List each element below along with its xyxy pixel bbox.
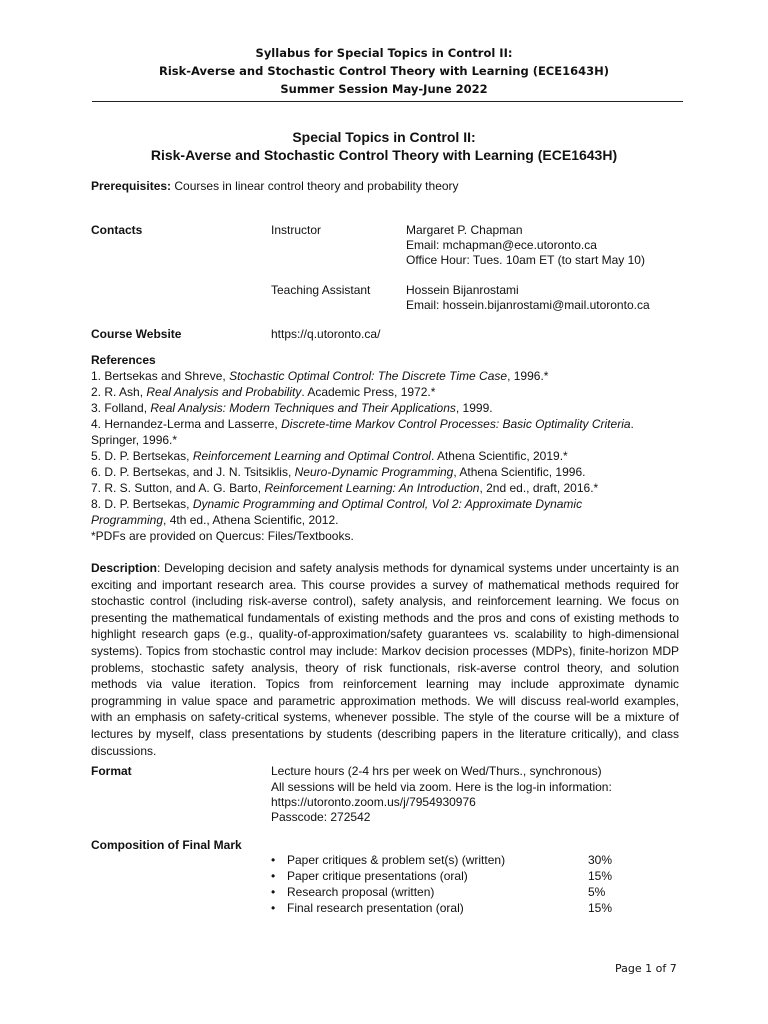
course-description [91,560,679,759]
header-session: Summer Session May-June 2022 [280,82,488,96]
mark-item-label: Research proposal (written) [287,885,435,899]
references-heading: References [91,353,156,367]
list-item [271,852,631,868]
document-title-line2: Risk-Averse and Stochastic Control Theory with Learning (ECE1643H) [150,147,618,163]
reference-5: 5. D. P. Bertsekas, Reinforcement Learning and Optimal Control. Athena Scientific, 2019.* [91,449,568,463]
bullet-icon: • [271,869,276,883]
reference-4: 4. Hernandez-Lerma and Lasserre, Discrete-time Markov Control Processes: Basic Optimality Criteria. Springer, 1996.* [91,417,634,447]
format-label: Format [91,764,132,778]
ta-email[interactable]: Email: hossein.bijanrostami@mail.utoronto.ca [406,298,650,312]
list-item [271,868,631,884]
header-title-line1: Syllabus for Special Topics in Control II: [255,46,513,60]
page-number: Page 1 of 7 [615,962,677,975]
mark-item-label: Paper critique presentations (oral) [287,869,468,883]
list-item [271,884,631,900]
description-label: Description [91,561,158,575]
bullet-icon: • [271,853,276,867]
reference-8: 8. D. P. Bertsekas, Dynamic Programming and Optimal Control, Vol 2: Approximate Dynamic Programming, 4th ed., Athena Scientific, 2012. [91,497,583,527]
document-title-line1: Special Topics in Control II: [292,129,476,145]
reference-3: 3. Folland, Real Analysis: Modern Techniques and Their Applications, 1999. [91,401,493,415]
mark-item-label: Final research presentation (oral) [287,901,464,915]
format-passcode: Passcode: 272542 [271,810,371,824]
mark-item-percent: 30% [588,853,613,867]
references-note: *PDFs are provided on Quercus: Files/Textbooks. [91,529,354,543]
references-section [91,352,691,544]
list-item [271,900,631,916]
prerequisites [91,178,459,194]
reference-7: 7. R. S. Sutton, and A. G. Barto, Reinforcement Learning: An Introduction, 2nd ed., draft, 2016.* [91,481,599,495]
prerequisites-label: Prerequisites: [91,179,172,193]
instructor-email[interactable]: Email: mchapman@ece.utoronto.ca [406,238,597,252]
ta-role: Teaching Assistant [271,283,371,297]
mark-item-percent: 15% [588,901,613,915]
ta-name: Hossein Bijanrostami [406,283,519,297]
reference-1: 1. Bertsekas and Shreve, Stochastic Optimal Control: The Discrete Time Case, 1996.* [91,369,549,383]
course-website-label: Course Website [91,327,182,341]
bullet-icon: • [271,901,276,915]
reference-6: 6. D. P. Bertsekas, and J. N. Tsitsiklis, Neuro-Dynamic Programming, Athena Scientific, 1996. [91,465,586,479]
instructor-role: Instructor [271,223,322,237]
mark-item-label: Paper critiques & problem set(s) (written) [287,853,506,867]
header-title-line2: Risk-Averse and Stochastic Control Theory with Learning (ECE1643H) [158,64,609,78]
instructor-name: Margaret P. Chapman [406,223,523,237]
reference-2: 2. R. Ash, Real Analysis and Probability. Academic Press, 1972.* [91,385,436,399]
course-website-link[interactable]: https://q.utoronto.ca/ [271,327,381,341]
bullet-icon: • [271,885,276,899]
format-lecture-hours: Lecture hours (2-4 hrs per week on Wed/Thurs., synchronous) [271,764,602,778]
composition-label: Composition of Final Mark [91,838,242,852]
contacts-label: Contacts [91,223,143,237]
prerequisites-text: Courses in linear control theory and probability theory [171,179,459,193]
mark-item-percent: 5% [588,885,606,899]
composition-list [271,852,631,916]
format-zoom-info: All sessions will be held via zoom. Here is the log-in information: [271,780,612,794]
description-text: : Developing decision and safety analysis methods for dynamical systems under uncertainty is an exciting and important research area. This course provides a survey of mathematical methods required for stochastic control (including risk-averse control), safety analysis, and reinforcement learning. We focus on presenting the mathematical fundamentals of existing methods and the pros and cons of existing methods to highlight research gaps (e.g., quality-of-approximation/safety guarantees vs. scalability to high-dimensional systems). Topics from stochastic control may include: Markov decision processes (MDPs), finite-horizon MDP problems, stochastic safety analysis, theory of risk functionals, risk-averse control theory, and solution methods via value iteration. Topics from reinforcement learning may include approximate dynamic programming in value space and parametric approximation methods. We will discuss real-world examples, with an emphasis on safety-critical systems, whenever possible. The style of the course will be a mixture of lectures by myself, class presentations by students (describing papers in the literature critically), and class discussions. [91,561,679,758]
format-zoom-link[interactable]: https://utoronto.zoom.us/j/7954930976 [271,795,476,809]
instructor-office-hour: Office Hour: Tues. 10am ET (to start May 10) [406,253,645,267]
header-divider [92,101,683,102]
mark-item-percent: 15% [588,869,613,883]
